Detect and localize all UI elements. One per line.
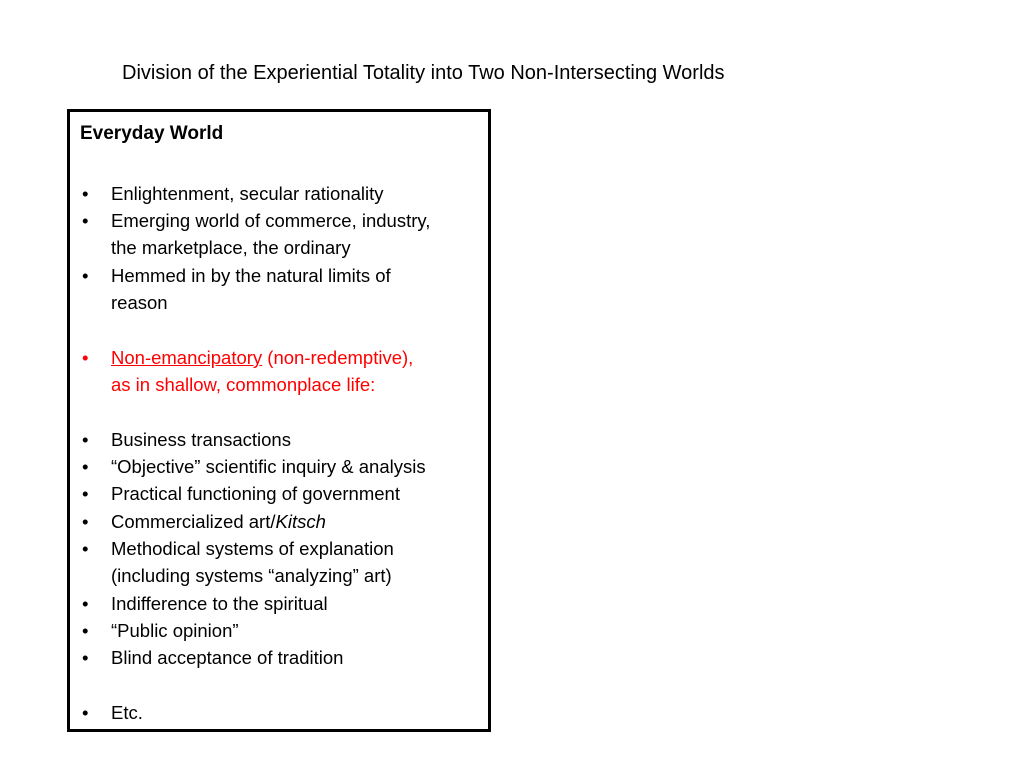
list-item-text: “Objective” scientific inquiry & analysis	[111, 456, 426, 477]
bullet-icon: •	[82, 456, 89, 477]
list-item-text: Business transactions	[111, 429, 291, 450]
list-item-text: reason	[111, 292, 168, 313]
bullet-icon: •	[82, 347, 89, 368]
everyday-world-box	[67, 109, 491, 732]
bullet-icon: •	[82, 620, 89, 641]
list-item-text: Methodical systems of explanation	[111, 538, 394, 559]
highlight-line2: as in shallow, commonplace life:	[111, 374, 376, 395]
bullet-icon: •	[82, 265, 89, 286]
highlight-text	[111, 344, 413, 371]
kitsch-prefix: Commercialized art/	[111, 511, 276, 532]
kitsch-italic: Kitsch	[275, 511, 326, 532]
list-item-text: Enlightenment, secular rationality	[111, 183, 384, 204]
slide-title: Division of the Experiential Totality into Two Non-Intersecting Worlds	[122, 62, 725, 84]
bullet-icon: •	[82, 210, 89, 231]
bullet-icon: •	[82, 538, 89, 559]
highlight-rest: (non-redemptive),	[262, 347, 414, 368]
highlight-underlined-term: Non-emancipatory	[111, 347, 263, 368]
bullet-icon: •	[82, 593, 89, 614]
box-heading: Everyday World	[80, 123, 224, 144]
bullet-icon: •	[82, 183, 89, 204]
bullet-icon: •	[82, 647, 89, 668]
list-item-text: Blind acceptance of tradition	[111, 647, 344, 668]
list-item-text: Practical functioning of government	[111, 483, 400, 504]
list-item-text: Indifference to the spiritual	[111, 593, 328, 614]
list-item-text: “Public opinion”	[111, 620, 239, 641]
list-item-text: Etc.	[111, 702, 143, 723]
bullet-list	[70, 112, 488, 729]
bullet-icon: •	[82, 429, 89, 450]
bullet-icon: •	[82, 483, 89, 504]
list-item-text: Emerging world of commerce, industry,	[111, 210, 431, 231]
list-item-text	[111, 508, 326, 535]
bullet-icon: •	[82, 511, 89, 532]
list-item-text: (including systems “analyzing” art)	[111, 565, 392, 586]
list-item-text: the marketplace, the ordinary	[111, 237, 351, 258]
bullet-icon: •	[82, 702, 89, 723]
list-item-text: Hemmed in by the natural limits of	[111, 265, 391, 286]
